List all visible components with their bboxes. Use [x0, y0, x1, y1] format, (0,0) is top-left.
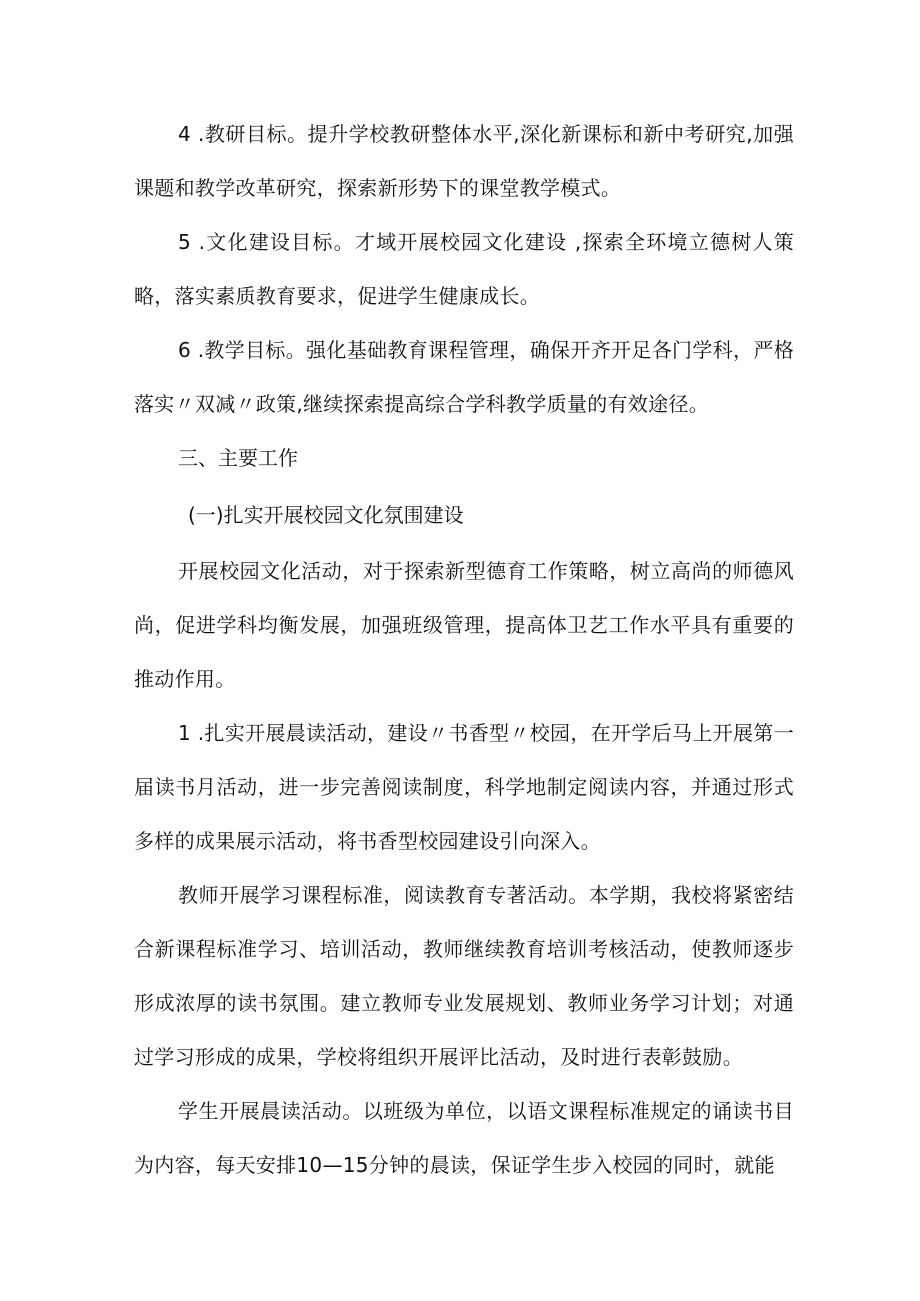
- subsection-heading: (一)扎实开展校园文化氛围建设: [188, 503, 464, 527]
- paragraph-student-reading: 学生开展晨读活动。以班级为单位，以语文课程标准规定的诵读书目为内容，每天安排10—15分钟的晨读，保证学生步入校园的同时，就能: [134, 1099, 794, 1177]
- paragraph-culture-activities: 开展校园文化活动，对于探索新型德育工作策略，树立高尚的师德风尚，促进学科均衡发展，加强班级管理，提高体卫艺工作水平具有重要的推动作用。: [134, 559, 794, 691]
- paragraph-teacher-study: 教师开展学习课程标准，阅读教育专著活动。本学期，我校将紧密结合新课程标准学习、培训活动，教师继续教育培训考核活动，使教师逐步形成浓厚的读书氛围。建立教师专业发展规划、教师业务学习计划；对通过学习形成的成果，学校将组织开展评比活动，及时进行表彰鼓励。: [134, 883, 794, 1069]
- paragraph-teaching-goal: 6 .教学目标。强化基础教育课程管理，确保开齐开足各门学科，严格落实〃双减〃政策,继续探索提高综合学科教学质量的有效途径。: [134, 338, 794, 416]
- paragraph-culture-goal: 5 .文化建设目标。才域开展校园文化建设 ,探索全环境立德树人策略，落实素质教育要求，促进学生健康成长。: [134, 230, 794, 308]
- paragraph-research-goal: 4 .教研目标。提升学校教研整体水平,深化新课标和新中考研究,加强课题和教学改革研究，探索新形势下的课堂教学模式。: [134, 122, 794, 200]
- paragraph-morning-reading: 1 .扎实开展晨读活动，建设〃书香型〃校园，在开学后马上开展第一届读书月活动，进一步完善阅读制度，科学地制定阅读内容，并通过形式多样的成果展示活动，将书香型校园建设引向深入。: [134, 721, 794, 853]
- section-heading: 三、主要工作: [178, 446, 298, 470]
